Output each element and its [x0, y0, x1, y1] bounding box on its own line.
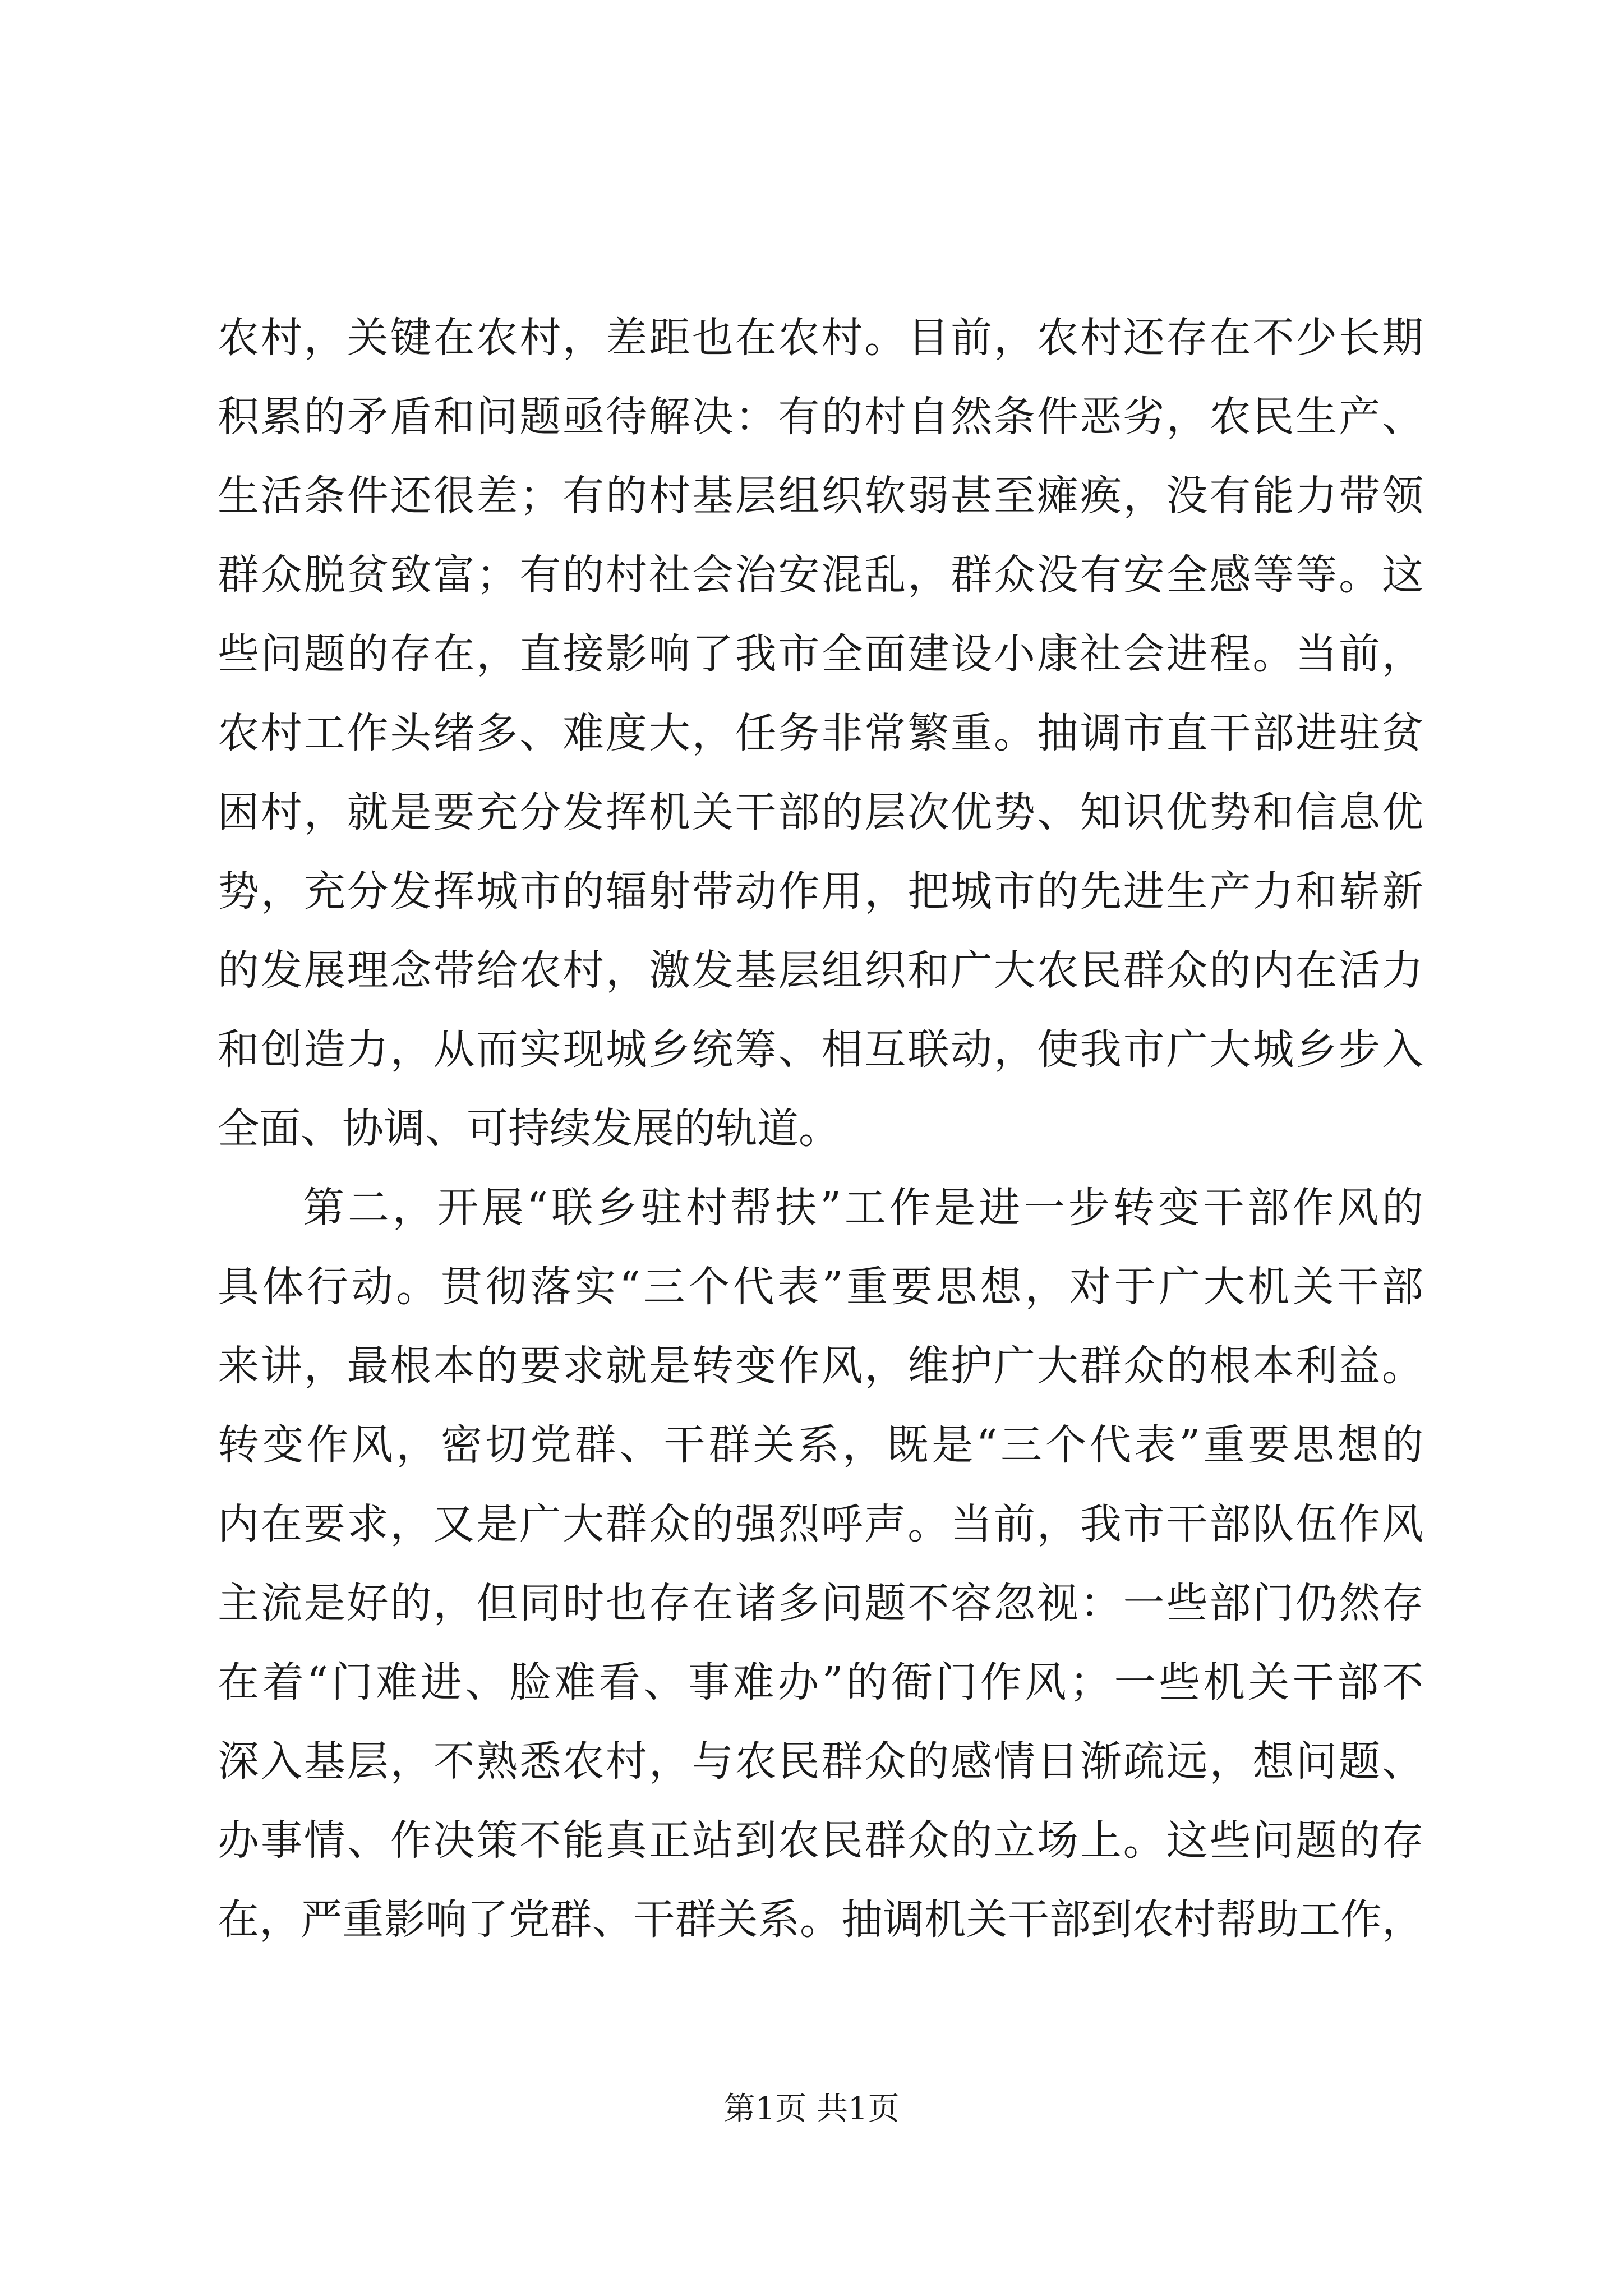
text-line: 群众脱贫致富；有的村社会治安混乱，群众没有安全感等等。这: [218, 551, 1423, 599]
text-line: 势，充分发挥城市的辐射带动作用，把城市的先进生产力和崭新: [218, 867, 1423, 915]
text-line: 办事情、作决策不能真正站到农民群众的立场上。这些问题的存: [218, 1816, 1423, 1865]
paragraph: [218, 1168, 1423, 1959]
text-line: 内在要求，又是广大群众的强烈呼声。当前，我市干部队伍作风: [218, 1500, 1423, 1548]
text-line: 转变作风，密切党群、干群关系，既是“三个代表”重要思想的: [218, 1421, 1423, 1469]
text-line: 来讲，最根本的要求就是转变作风，维护广大群众的根本利益。: [218, 1342, 1423, 1390]
text-line: 积累的矛盾和问题亟待解决：有的村自然条件恶劣，农民生产、: [218, 393, 1423, 441]
text-line: 具体行动。贯彻落实“三个代表”重要思想，对于广大机关干部: [218, 1263, 1423, 1311]
text-line: 的发展理念带给农村，激发基层组织和广大农民群众的内在活力: [218, 946, 1423, 995]
text-line: 全面、协调、可持续发展的轨道。: [218, 1105, 840, 1153]
text-line: 些问题的存在，直接影响了我市全面建设小康社会进程。当前，: [218, 630, 1423, 678]
text-line: 第二，开展“联乡驻村帮扶”工作是进一步转变干部作风的: [303, 1184, 1423, 1232]
body-text: [218, 298, 1423, 1959]
paragraph: [218, 298, 1423, 1168]
text-line: 农村，关键在农村，差距也在农村。目前，农村还存在不少长期: [218, 314, 1423, 362]
text-line: 在，严重影响了党群、干群关系。抽调机关干部到农村帮助工作，: [218, 1895, 1423, 1944]
page-footer: 第1页 共1页: [723, 2091, 900, 2127]
text-line: 农村工作头绪多、难度大，任务非常繁重。抽调市直干部进驻贫: [218, 709, 1423, 757]
text-line: 深入基层，不熟悉农村，与农民群众的感情日渐疏远，想问题、: [218, 1737, 1423, 1786]
text-line: 在着“门难进、脸难看、事难办”的衙门作风；一些机关干部不: [218, 1658, 1423, 1706]
text-line: 生活条件还很差；有的村基层组织软弱甚至瘫痪，没有能力带领: [218, 472, 1423, 520]
text-line: 和创造力，从而实现城乡统筹、相互联动，使我市广大城乡步入: [218, 1025, 1423, 1074]
text-line: 主流是好的，但同时也存在诸多问题不容忽视：一些部门仍然存: [218, 1579, 1423, 1627]
text-line: 困村，就是要充分发挥机关干部的层次优势、知识优势和信息优: [218, 788, 1423, 836]
